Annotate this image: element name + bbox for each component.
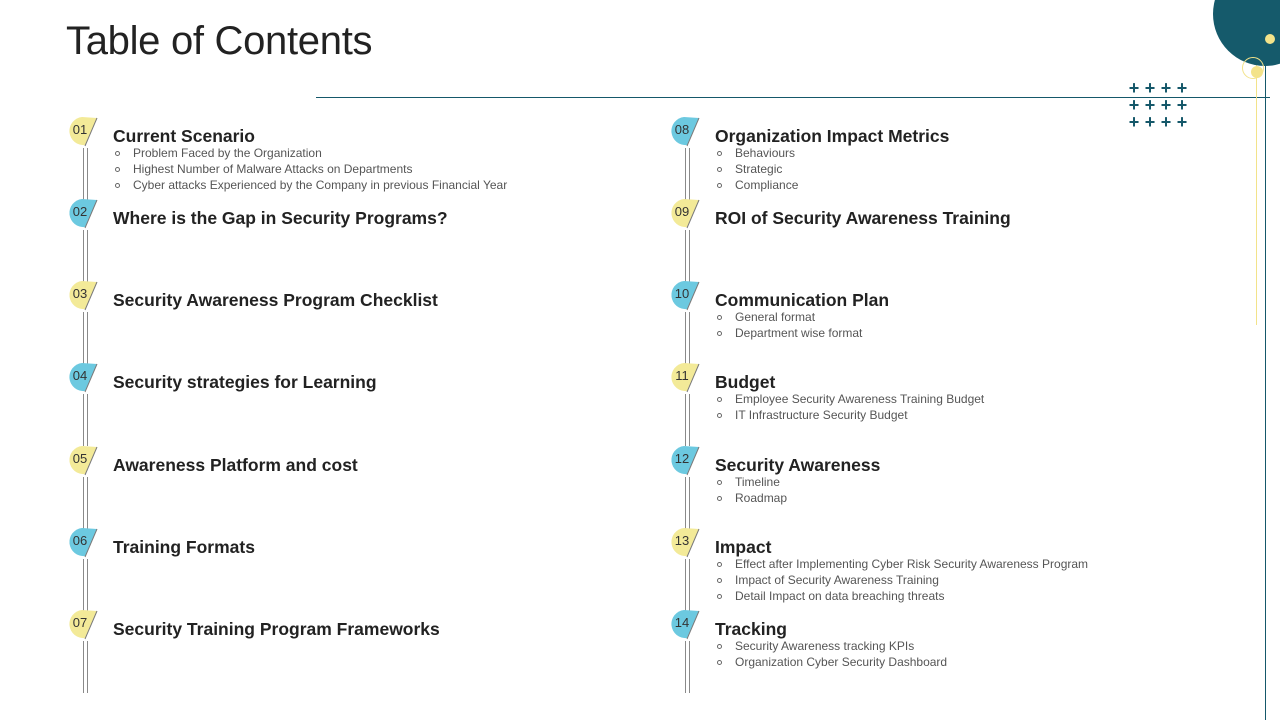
toc-item [668, 364, 1228, 446]
timeline-stem [685, 477, 690, 529]
item-number: 14 [674, 615, 690, 630]
subitem [717, 556, 1088, 572]
item-number: 11 [675, 368, 689, 383]
item-number: 10 [674, 286, 690, 301]
circle-bullet-icon [717, 397, 722, 402]
subitem-text: IT Infrastructure Security Budget [735, 408, 908, 422]
plus-pattern-decoration: + + + + + + + + + + + + [1128, 78, 1188, 132]
item-number: 02 [72, 204, 88, 219]
subitem [717, 407, 984, 423]
item-title: ROI of Security Awareness Training [715, 208, 1011, 228]
circle-bullet-icon [717, 496, 722, 501]
toc-item [66, 118, 626, 200]
subitem-list [717, 556, 1088, 604]
subitem-text: General format [735, 310, 816, 324]
subitem-text: Security Awareness tracking KPIs [735, 639, 915, 653]
timeline-stem [685, 559, 690, 611]
timeline-stem [685, 230, 690, 282]
timeline-stem [83, 477, 88, 529]
subitem [115, 161, 507, 177]
subitem [717, 309, 862, 325]
subitem-list [717, 638, 947, 670]
subitem-text: Roadmap [735, 491, 788, 505]
item-title: Where is the Gap in Security Programs? [113, 208, 448, 228]
subitem-text: Compliance [735, 178, 799, 192]
timeline-stem [83, 148, 88, 200]
item-title: Communication Plan [715, 290, 890, 310]
subitem [717, 161, 798, 177]
subitem [717, 490, 787, 506]
timeline-stem [83, 230, 88, 282]
subitem [115, 145, 507, 161]
item-title: Security Awareness [715, 455, 881, 475]
circle-bullet-icon [115, 167, 120, 172]
toc-item [668, 611, 1228, 693]
timeline-stem [83, 641, 88, 693]
subitem-text: Strategic [735, 162, 783, 176]
timeline-stem [685, 394, 690, 446]
subitem [717, 177, 798, 193]
subitem-text: Highest Number of Malware Attacks on Departments [133, 162, 413, 176]
circle-bullet-icon [717, 562, 722, 567]
timeline-stem [83, 312, 88, 364]
item-number: 06 [72, 533, 88, 548]
subitem-text: Employee Security Awareness Training Budget [735, 392, 985, 406]
subitem-text: Cyber attacks Experienced by the Company in previous Financial Year [133, 178, 508, 192]
corner-dot-decoration [1265, 34, 1275, 44]
subitem-text: Organization Cyber Security Dashboard [735, 655, 948, 669]
circle-bullet-icon [115, 151, 120, 156]
subitem [717, 474, 787, 490]
subitem-text: Impact of Security Awareness Training [735, 573, 939, 587]
circle-bullet-icon [717, 480, 722, 485]
item-number: 09 [674, 204, 690, 219]
item-number: 08 [674, 122, 690, 137]
subitem [717, 391, 984, 407]
subitem [717, 638, 947, 654]
subitem-text: Timeline [735, 475, 780, 489]
corner-circle-decoration [1213, 0, 1280, 66]
timeline-stem [83, 559, 88, 611]
subitem [717, 572, 1088, 588]
item-title: Budget [715, 372, 776, 392]
item-number: 07 [72, 615, 88, 630]
toc-item [66, 447, 626, 529]
item-number: 01 [72, 122, 88, 137]
item-title: Security Training Program Frameworks [113, 619, 440, 639]
timeline-stem [685, 641, 690, 693]
subitem [717, 145, 798, 161]
ring-dot-decoration [1251, 66, 1263, 78]
item-title: Organization Impact Metrics [715, 126, 950, 146]
toc-item [668, 118, 1228, 200]
subitem [717, 325, 862, 341]
toc-item [668, 200, 1228, 282]
item-title: Tracking [715, 619, 787, 639]
subitem-list [717, 145, 798, 193]
circle-bullet-icon [717, 167, 722, 172]
circle-bullet-icon [717, 413, 722, 418]
item-title: Awareness Platform and cost [113, 455, 358, 475]
circle-bullet-icon [717, 660, 722, 665]
subitem-text: Behaviours [735, 146, 796, 160]
subitem-list [717, 391, 984, 423]
item-number: 05 [72, 451, 88, 466]
item-title: Security Awareness Program Checklist [113, 290, 438, 310]
subitem-list [115, 145, 507, 193]
subitem-text: Problem Faced by the Organization [133, 146, 322, 160]
circle-bullet-icon [717, 151, 722, 156]
circle-bullet-icon [717, 331, 722, 336]
circle-bullet-icon [717, 315, 722, 320]
subitem-text: Effect after Implementing Cyber Risk Security Awareness Program [735, 557, 1089, 571]
item-title: Current Scenario [113, 126, 255, 146]
toc-item [66, 364, 626, 446]
circle-bullet-icon [717, 183, 722, 188]
toc-item [66, 282, 626, 364]
timeline-stem [685, 148, 690, 200]
subitem [717, 654, 947, 670]
circle-bullet-icon [717, 594, 722, 599]
item-title: Security strategies for Learning [113, 372, 377, 392]
item-number: 04 [72, 368, 88, 383]
toc-item [66, 200, 626, 282]
subitem [115, 177, 507, 193]
item-title: Training Formats [113, 537, 255, 557]
subitem [717, 588, 1088, 604]
toc-item [668, 529, 1228, 611]
item-number: 03 [72, 286, 88, 301]
subitem-text: Detail Impact on data breaching threats [735, 589, 945, 603]
circle-bullet-icon [717, 644, 722, 649]
item-number: 12 [674, 451, 690, 466]
page-title: Table of Contents [66, 19, 373, 63]
item-number: 13 [674, 533, 690, 548]
subitem-list [717, 309, 862, 341]
right-border-line [1265, 0, 1266, 720]
toc-item [66, 529, 626, 611]
timeline-stem [83, 394, 88, 446]
subitem-list [717, 474, 787, 506]
circle-bullet-icon [717, 578, 722, 583]
timeline-stem [685, 312, 690, 364]
toc-item [66, 611, 626, 693]
circle-bullet-icon [115, 183, 120, 188]
subitem-text: Department wise format [735, 326, 863, 340]
toc-item [668, 447, 1228, 529]
toc-item [668, 282, 1228, 364]
item-title: Impact [715, 537, 772, 557]
right-accent-line [1256, 60, 1257, 325]
